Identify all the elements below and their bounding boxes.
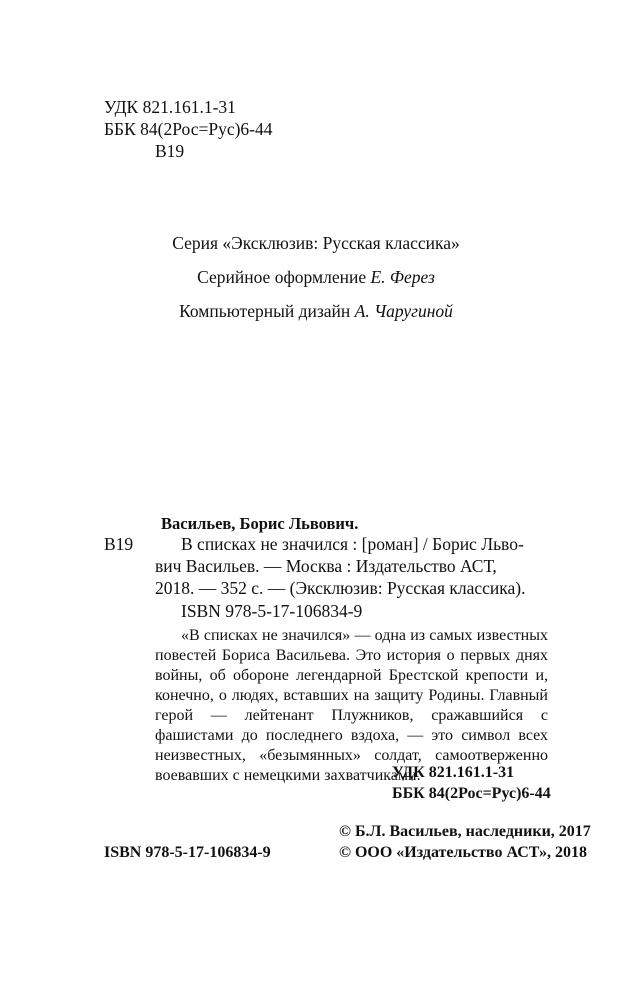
bbk-code: ББК 84(2Рос=Рус)6-44 — [104, 119, 273, 139]
footer-udk: УДК 821.161.1-31 — [392, 764, 515, 781]
author-mark: В19 — [155, 141, 185, 161]
catalog-author: Васильев, Борис Львович. — [161, 514, 359, 533]
series-line: Серия «Эксклюзив: Русская классика» — [172, 233, 460, 253]
design-name: Е. Ферез — [370, 267, 435, 287]
copyright-publisher: © ООО «Издательство АСТ», 2018 — [339, 844, 588, 861]
design-credit — [0, 266, 632, 289]
computer-label: Компьютерный дизайн — [179, 301, 355, 321]
catalog-line-2: вич Васильев. — Москва : Издательство АСТ, — [155, 556, 497, 576]
design-label: Серийное оформление — [197, 267, 371, 287]
catalog-isbn: ISBN 978-5-17-106834-9 — [181, 601, 363, 621]
footer-bbk: ББК 84(2Рос=Рус)6-44 — [392, 785, 551, 802]
catalog-line-3: 2018. — 352 с. — (Эксклюзив: Русская классика). — [155, 578, 526, 598]
catalog-line-1: В списках не значился : [роман] / Борис Льво- — [181, 534, 524, 554]
footer-isbn: ISBN 978-5-17-106834-9 — [104, 844, 271, 861]
udk-code: УДК 821.161.1-31 — [104, 97, 236, 117]
catalog-code: В19 — [104, 534, 134, 554]
computer-name: А. Чаругиной — [354, 301, 453, 321]
annotation-text: «В списках не значился» — одна из самых известных повестей Бориса Васильева. Это история о первых днях войны, об обороне легендарной Брестской крепости и, конечно, о людях, вставших на защиту Родины. Главный герой — лейтенант Плужников, сражавшийся с фашистами до последнего вздоха, — это символ всех неизвестных, «безымянных» солдат, самоотверженно воевавших с немецкими захватчиками. — [155, 627, 548, 784]
copyright-author: © Б.Л. Васильев, наследники, 2017 — [339, 823, 591, 840]
computer-design-credit — [0, 300, 632, 323]
